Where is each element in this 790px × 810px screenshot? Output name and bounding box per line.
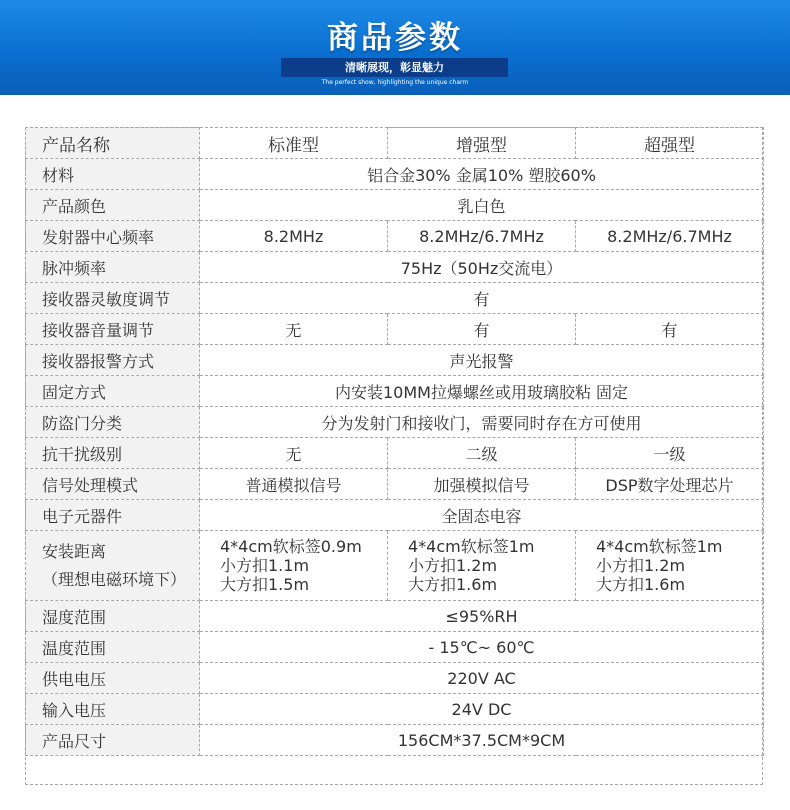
subtitle-bar	[281, 58, 508, 77]
header-cell-name: 产品名称	[26, 128, 200, 159]
distance-soft-tag: 4*4cm软标签0.9m	[220, 537, 362, 556]
distance-large-buckle: 大方扣1.6m	[408, 575, 498, 594]
row-label-install-distance	[26, 531, 200, 601]
row-value: 内安装10MM拉爆螺丝或用玻璃胶粘 固定	[200, 376, 764, 407]
row-label: 电子元器件	[26, 500, 200, 531]
row-label: 接收器灵敏度调节	[26, 283, 200, 314]
row-label: 温度范围	[26, 632, 200, 663]
install-distance-enhanced	[388, 531, 576, 601]
distance-small-buckle: 小方扣1.2m	[596, 556, 686, 575]
page-subtitle: 清晰展现，彰显魅力	[345, 61, 444, 74]
row-value: 75Hz（50Hz交流电）	[200, 252, 764, 283]
row-value: - 15℃~ 60℃	[200, 632, 764, 663]
table-row	[26, 252, 764, 283]
table-row	[26, 190, 764, 221]
row-label: 脉冲频率	[26, 252, 200, 283]
row-label: 接收器报警方式	[26, 345, 200, 376]
table-row-install-distance	[26, 531, 764, 601]
table-row	[26, 407, 764, 438]
header-cell-standard: 标准型	[200, 128, 388, 159]
distance-large-buckle: 大方扣1.6m	[596, 575, 686, 594]
row-value: 全固态电容	[200, 500, 764, 531]
row-label: 防盗门分类	[26, 407, 200, 438]
install-distance-super	[576, 531, 764, 601]
row-value-enhanced: 8.2MHz/6.7MHz	[388, 221, 576, 252]
table-row	[26, 469, 764, 500]
table-row	[26, 314, 764, 345]
table-row	[26, 159, 764, 190]
row-label: 产品颜色	[26, 190, 200, 221]
table-row	[26, 283, 764, 314]
table-header-row	[26, 128, 764, 159]
row-value: 分为发射门和接收门，需要同时存在方可使用	[200, 407, 764, 438]
distance-small-buckle: 小方扣1.1m	[220, 556, 310, 575]
page-title: 商品参数	[327, 20, 463, 56]
install-distance-standard	[200, 531, 388, 601]
header-cell-enhanced: 增强型	[388, 128, 576, 159]
table-row	[26, 601, 764, 632]
row-value-standard: 无	[200, 438, 388, 469]
row-value: 有	[200, 283, 764, 314]
header-cell-super: 超强型	[576, 128, 764, 159]
table-row	[26, 694, 764, 725]
distance-soft-tag: 4*4cm软标签1m	[596, 537, 723, 556]
table-row	[26, 345, 764, 376]
row-value-super: 一级	[576, 438, 764, 469]
table-row	[26, 376, 764, 407]
row-value-super: 有	[576, 314, 764, 345]
row-label: 产品尺寸	[26, 725, 200, 756]
row-label: 固定方式	[26, 376, 200, 407]
row-value-standard: 无	[200, 314, 388, 345]
row-label: 接收器音量调节	[26, 314, 200, 345]
row-value: 声光报警	[200, 345, 764, 376]
row-label: 供电电压	[26, 663, 200, 694]
table-row	[26, 438, 764, 469]
row-value-standard: 8.2MHz	[200, 221, 388, 252]
distance-large-buckle: 大方扣1.5m	[220, 575, 310, 594]
table-row	[26, 632, 764, 663]
table-row	[26, 500, 764, 531]
row-value-super: DSP数字处理芯片	[576, 469, 764, 500]
row-value-super: 8.2MHz/6.7MHz	[576, 221, 764, 252]
row-label: 输入电压	[26, 694, 200, 725]
row-value: ≤95%RH	[200, 601, 764, 632]
row-label: 信号处理模式	[26, 469, 200, 500]
table-row	[26, 725, 764, 756]
row-value-enhanced: 二级	[388, 438, 576, 469]
table-row	[26, 221, 764, 252]
row-label: 材料	[26, 159, 200, 190]
page-tagline: The perfect show, highlighting the unique charm	[321, 79, 469, 86]
row-value-enhanced: 有	[388, 314, 576, 345]
header-banner	[0, 0, 790, 95]
row-value: 220V AC	[200, 663, 764, 694]
row-label: 抗干扰级别	[26, 438, 200, 469]
install-distance-note: （理想电磁环境下）	[42, 569, 187, 589]
row-value-standard: 普通模拟信号	[200, 469, 388, 500]
row-value: 乳白色	[200, 190, 764, 221]
row-value: 24V DC	[200, 694, 764, 725]
row-value: 铝合金30% 金属10% 塑胶60%	[200, 159, 764, 190]
table-row	[26, 663, 764, 694]
spec-table	[25, 127, 764, 756]
distance-small-buckle: 小方扣1.2m	[408, 556, 498, 575]
row-value: 156CM*37.5CM*9CM	[200, 725, 764, 756]
distance-soft-tag: 4*4cm软标签1m	[408, 537, 535, 556]
row-label: 发射器中心频率	[26, 221, 200, 252]
install-distance-label: 安装距离	[42, 541, 107, 561]
row-label: 湿度范围	[26, 601, 200, 632]
row-value-enhanced: 加强模拟信号	[388, 469, 576, 500]
